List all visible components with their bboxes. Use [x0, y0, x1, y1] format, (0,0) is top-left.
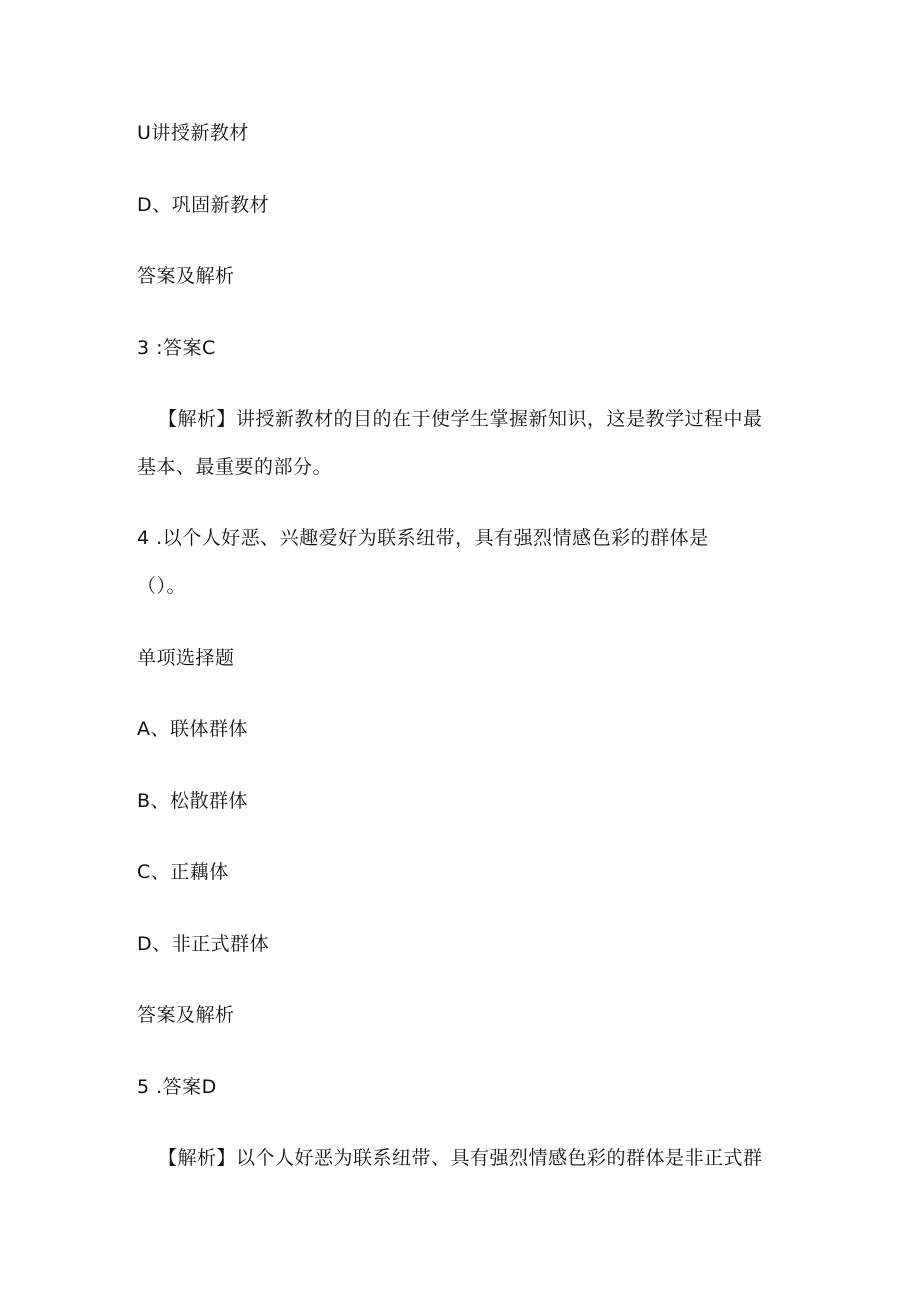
answer-header: 答案及解析	[137, 265, 235, 287]
question-text: 4 .以个人好恶、兴趣爱好为联系纽带，具有强烈情感色彩的群体是	[137, 527, 709, 549]
answer-line: 5 .答案D	[137, 1076, 217, 1098]
answer-line: 3 :答案C	[137, 337, 216, 359]
question-text: （）。	[137, 575, 187, 597]
answer-header: 答案及解析	[137, 1004, 235, 1026]
option-b: B、松散群体	[137, 790, 249, 812]
option-c: U讲授新教材	[137, 122, 249, 144]
option-d: D、巩固新教材	[137, 194, 270, 216]
option-d: D、非正式群体	[137, 933, 270, 955]
explanation-line: 基本、最重要的部分。	[137, 456, 333, 478]
explanation-line: 【解析】以个人好恶为联系纽带、具有强烈情感色彩的群体是非正式群	[158, 1147, 763, 1169]
option-a: A、联体群体	[137, 718, 248, 740]
question-type: 单项选择题	[137, 647, 235, 669]
option-c: C、正藕体	[137, 861, 229, 883]
explanation-line: 【解析】讲授新教材的目的在于使学生掌握新知识，这是教学过程中最	[158, 408, 763, 430]
